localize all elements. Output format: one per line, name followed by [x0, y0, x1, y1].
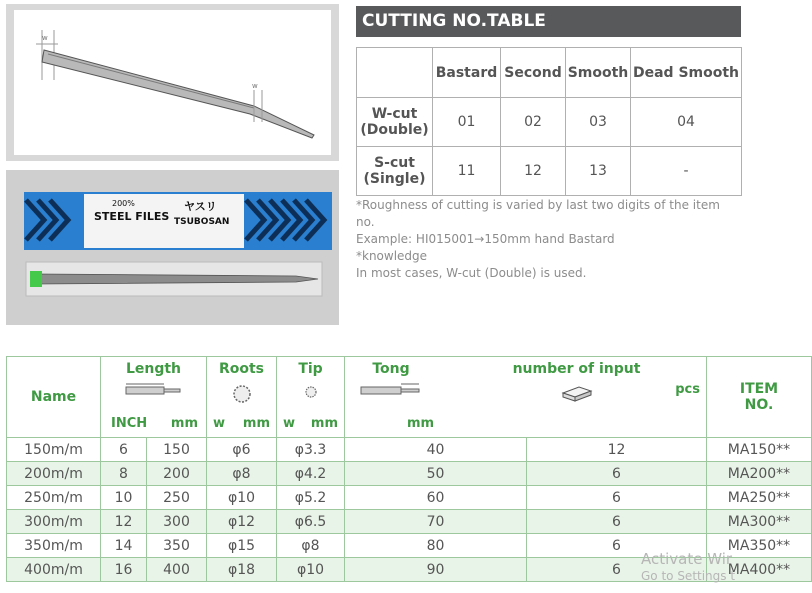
watermark-line2: Go to Settings t [641, 569, 736, 583]
spec-cell-item: MA400** [707, 558, 812, 582]
spec-cell-name: 350m/m [7, 534, 101, 558]
spec-cell-mm: 150 [147, 438, 207, 462]
header-tip-mm: mm [310, 416, 338, 431]
spec-cell-name: 200m/m [7, 462, 101, 486]
table-row [7, 486, 812, 510]
table-row [7, 510, 812, 534]
note-line: *knowledge [356, 249, 428, 263]
col-smooth: Smooth [566, 48, 631, 98]
table-row [7, 534, 812, 558]
spec-cell-mm: 350 [147, 534, 207, 558]
spec-cell-roots: φ10 [207, 486, 277, 510]
header-length-mm: mm [170, 416, 198, 431]
spec-cell-item: MA200** [707, 462, 812, 486]
table-row [7, 438, 812, 462]
box-text-200: 200% [112, 199, 135, 208]
spec-cell-mm: 250 [147, 486, 207, 510]
file-length-icon [124, 383, 184, 397]
cut-value: 04 [631, 98, 742, 147]
spec-cell-name: 150m/m [7, 438, 101, 462]
cut-value: 11 [433, 147, 501, 196]
spec-cell-tip: φ3.3 [277, 438, 345, 462]
spec-cell-item: MA250** [707, 486, 812, 510]
file-drawing-icon [14, 10, 331, 155]
cut-value: - [631, 147, 742, 196]
spec-cell-item: MA300** [707, 510, 812, 534]
col-second: Second [501, 48, 566, 98]
header-roots-w: w [213, 416, 226, 431]
spec-cell-tong: 60 [345, 486, 527, 510]
header-tong: Tong mm number of input pcs [345, 357, 707, 438]
spec-cell-tip: φ10 [277, 558, 345, 582]
header-tip-w: w [283, 416, 296, 431]
header-roots: Roots w mm [207, 357, 277, 438]
header-input: number of input [512, 361, 641, 377]
spec-cell-tong: 80 [345, 534, 527, 558]
box-text-tsubosan: TSUBOSAN [174, 217, 230, 227]
svg-text:w: w [252, 82, 258, 90]
spec-cell-tip: φ5.2 [277, 486, 345, 510]
spec-cell-roots: φ6 [207, 438, 277, 462]
spec-cell-roots: φ12 [207, 510, 277, 534]
header-tip: Tip w mm [277, 357, 345, 438]
header-length: Length INCH mm [101, 357, 207, 438]
cutting-notes [356, 197, 741, 282]
spec-cell-tip: φ4.2 [277, 462, 345, 486]
spec-cell-inch: 8 [101, 462, 147, 486]
note-line: In most cases, W-cut (Double) is used. [356, 266, 587, 280]
file-diagram-image [6, 4, 339, 161]
spec-cell-pcs: 12 [527, 438, 707, 462]
spec-cell-item: MA150** [707, 438, 812, 462]
spec-cell-pcs: 6 [527, 486, 707, 510]
cut-value: 12 [501, 147, 566, 196]
svg-text:w: w [42, 34, 48, 42]
header-roots-mm: mm [242, 416, 270, 431]
spec-cell-roots: φ8 [207, 462, 277, 486]
spec-cell-tong: 70 [345, 510, 527, 534]
spec-cell-roots: φ18 [207, 558, 277, 582]
watermark-line1: Activate Wir [641, 550, 733, 568]
spec-cell-item: MA350** [707, 534, 812, 558]
spec-cell-inch: 6 [101, 438, 147, 462]
spec-cell-pcs: 6 [527, 534, 707, 558]
spec-cell-roots: φ15 [207, 534, 277, 558]
tip-section-icon [302, 383, 320, 401]
spec-cell-name: 300m/m [7, 510, 101, 534]
spec-cell-inch: 10 [101, 486, 147, 510]
header-item-no: ITEM NO. [707, 357, 812, 438]
col-bastard: Bastard [433, 48, 501, 98]
header-length-inch: INCH [111, 416, 148, 431]
spec-cell-name: 400m/m [7, 558, 101, 582]
spec-cell-mm: 200 [147, 462, 207, 486]
cutting-corner-cell [357, 48, 433, 98]
roots-section-icon [231, 383, 253, 405]
row-label-scut: S-cut (Single) [357, 147, 433, 196]
spec-cell-pcs: 6 [527, 510, 707, 534]
spec-cell-tip: φ6.5 [277, 510, 345, 534]
spec-cell-pcs: 6 [527, 462, 707, 486]
spec-table [6, 356, 812, 582]
col-dead-smooth: Dead Smooth [631, 48, 742, 98]
spec-cell-inch: 12 [101, 510, 147, 534]
cutting-table-title: CUTTING NO.TABLE [356, 6, 741, 37]
cut-value: 02 [501, 98, 566, 147]
table-row [357, 98, 742, 147]
header-input-pcs: pcs [675, 382, 700, 397]
spec-cell-inch: 16 [101, 558, 147, 582]
table-row [7, 558, 812, 582]
table-row [7, 462, 812, 486]
note-line: Example: HI015001→150mm hand Bastard [356, 232, 615, 246]
row-label-wcut: W-cut (Double) [357, 98, 433, 147]
header-name: Name [7, 357, 101, 438]
spec-cell-mm: 400 [147, 558, 207, 582]
cut-value: 01 [433, 98, 501, 147]
box-text-steel-files: STEEL FILES [94, 210, 170, 223]
spec-cell-tong: 90 [345, 558, 527, 582]
cutting-table [356, 47, 742, 196]
spec-cell-name: 250m/m [7, 486, 101, 510]
steel-file-package-icon [6, 170, 339, 325]
table-row [357, 147, 742, 196]
package-box-icon [561, 383, 593, 403]
note-line: *Roughness of cutting is varied by last two digits of the item no. [356, 198, 720, 229]
spec-cell-pcs: 6 [527, 558, 707, 582]
spec-cell-mm: 300 [147, 510, 207, 534]
box-text-yasuri: ヤスリ [184, 200, 217, 213]
spec-cell-tong: 40 [345, 438, 527, 462]
spec-cell-tong: 50 [345, 462, 527, 486]
product-photo [6, 170, 339, 325]
cut-value: 13 [566, 147, 631, 196]
cut-value: 03 [566, 98, 631, 147]
header-tong-mm: mm [407, 416, 435, 431]
spec-cell-inch: 14 [101, 534, 147, 558]
tong-icon [359, 383, 423, 397]
spec-cell-tip: φ8 [277, 534, 345, 558]
